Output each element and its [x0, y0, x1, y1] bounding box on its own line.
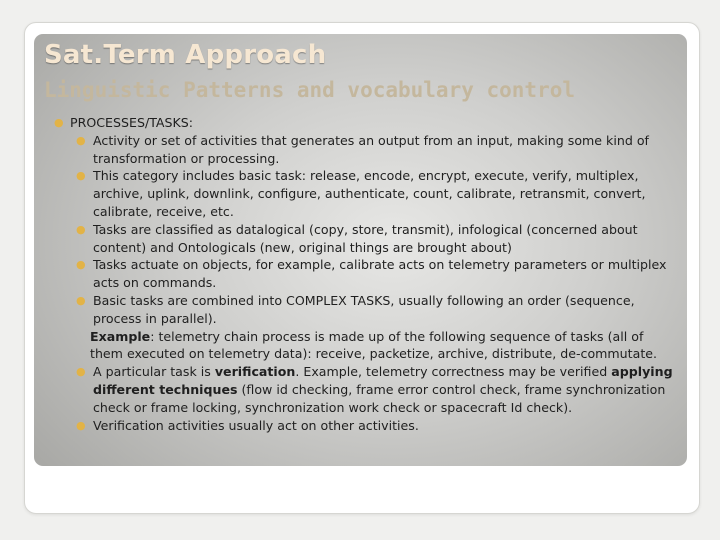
sub-bullet-verification-activities [50, 417, 680, 435]
slide-subtitle: Linguistic Patterns and vocabulary control [44, 78, 576, 102]
bullet-icon: ● [76, 222, 86, 236]
bullet-text: Verification activities usually act on other activities. [93, 417, 419, 433]
bullet-text: Activity or set of activities that generates an output from an input, making some kind of transformation or processing. [93, 132, 649, 166]
sub-bullet-classification [50, 221, 680, 257]
example-paragraph [50, 328, 680, 364]
bullet-icon: ● [76, 169, 86, 183]
bullet-text: Tasks actuate on objects, for example, calibrate acts on telemetry parameters or multiplex acts on commands. [93, 257, 667, 291]
bullet-icon: ● [76, 365, 86, 379]
bullet-icon: ● [76, 293, 86, 307]
bullet-icon: ● [76, 258, 86, 272]
bullet-icon: ● [54, 116, 64, 129]
sub-bullet-category [50, 167, 680, 220]
verification-term: verification [214, 364, 296, 380]
bullet-text: This category includes basic task: release, encode, encrypt, execute, verify, multiplex, archive, uplink, downlink, configure, authenticate, count, calibrate, retransmit, convert, calibrate, receive, etc. [93, 168, 646, 219]
processes-heading: PROCESSES/TASKS: [70, 115, 194, 130]
slide-title: Sat.Term Approach [44, 40, 327, 70]
bullet-icon: ● [76, 418, 86, 432]
sub-bullet-complex [50, 292, 680, 328]
sub-bullet-actuate [50, 256, 680, 292]
bullet-text: Basic tasks are combined into COMPLEX TASKS, usually following an order (sequence, process in parallel). [93, 292, 635, 326]
sub-bullet-verification [50, 363, 680, 416]
bullet-text-post: (flow id checking, frame error control check, frame synchronization check or frame locking, synchronization work check or spacecraft Id check). [93, 381, 666, 415]
bullet-processes-tasks [50, 114, 680, 132]
bullet-text-mid: . Example, telemetry correctness may be verified [295, 364, 612, 380]
bullet-icon: ● [76, 133, 86, 147]
techniques-term: applying different techniques [93, 364, 673, 397]
example-label: Example [90, 328, 151, 344]
sub-bullet-activity [50, 132, 680, 168]
bullet-text: Tasks are classified as datalogical (copy, store, transmit), infological (concerned about content) and Ontologicals (new, original things are brought about) [93, 221, 638, 255]
slide-content [50, 114, 680, 434]
example-text: : telemetry chain process is made up of the following sequence of tasks (all of them executed on telemetry data): receive, packetize, archive, distribute, de-commutate. [90, 328, 658, 362]
bullet-text-pre: A particular task is [93, 364, 215, 380]
